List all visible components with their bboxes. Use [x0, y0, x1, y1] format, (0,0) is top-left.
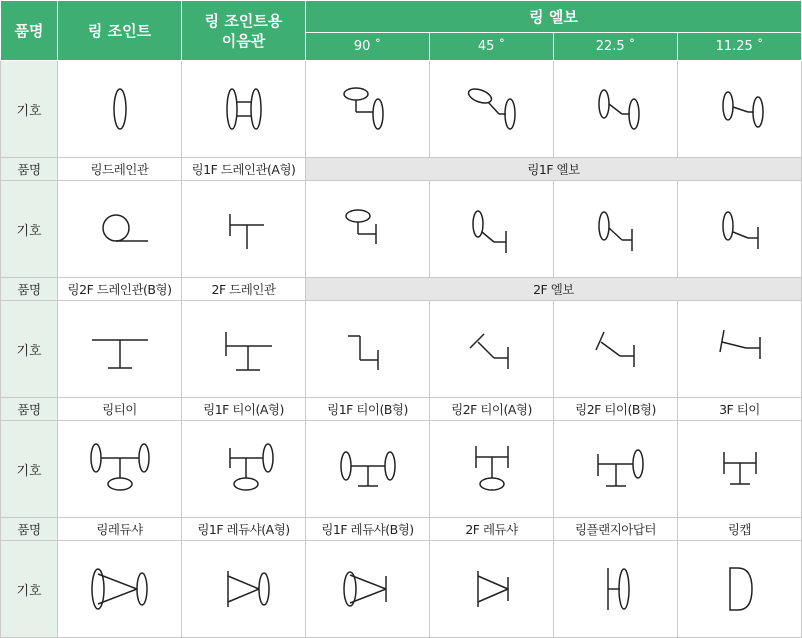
name-label: 품명 — [1, 278, 58, 301]
name-2f-drain-pipe: 2F 드레인관 — [182, 278, 306, 301]
symbol-2f-elbow-45 — [430, 301, 554, 398]
symbol-ring-elbow-22-5 — [554, 61, 678, 158]
symbol-3f-tee — [678, 421, 802, 518]
header-name-cell: 품명 — [1, 1, 58, 61]
symbol-ring-1f-tee-b — [306, 421, 430, 518]
header-ring-elbow: 링 엘보 — [306, 1, 802, 33]
symbol-ring-1f-elbow-45 — [430, 181, 554, 278]
symbol-ring-elbow-90 — [306, 61, 430, 158]
symbol-ring-tee — [58, 421, 182, 518]
symbol-ring-reducer — [58, 541, 182, 638]
name-ring-cap: 링캡 — [678, 518, 802, 541]
symbol-ring-joint — [58, 61, 182, 158]
symbol-ring-2f-tee-b — [554, 421, 678, 518]
symbol-ring-flange-adapter — [554, 541, 678, 638]
name-ring-1f-reducer-a: 링1F 레듀샤(A형) — [182, 518, 306, 541]
symbol-ring-1f-reducer-a — [182, 541, 306, 638]
name-ring-1f-tee-a: 링1F 티이(A형) — [182, 398, 306, 421]
symbol-ring-1f-drain-pipe-a — [182, 181, 306, 278]
symbol-2f-elbow-90 — [306, 301, 430, 398]
symbol-label: 기호 — [1, 421, 58, 518]
header-angle-45: 45 ˚ — [430, 33, 554, 61]
symbol-label: 기호 — [1, 181, 58, 278]
name-ring-flange-adapter: 링플랜지아답터 — [554, 518, 678, 541]
name-label: 품명 — [1, 398, 58, 421]
symbol-ring-joint-pipe — [182, 61, 306, 158]
symbol-ring-1f-elbow-22-5 — [554, 181, 678, 278]
name-ring-2f-tee-a: 링2F 티이(A형) — [430, 398, 554, 421]
name-label: 품명 — [1, 158, 58, 181]
name-ring-drain-pipe: 링드레인관 — [58, 158, 182, 181]
symbol-2f-drain-pipe — [182, 301, 306, 398]
header-ring-joint-pipe — [182, 1, 306, 61]
name-ring-1f-drain-pipe-a: 링1F 드레인관(A형) — [182, 158, 306, 181]
name-ring-2f-drain-pipe-b: 링2F 드레인관(B형) — [58, 278, 182, 301]
symbol-ring-2f-drain-pipe-b — [58, 301, 182, 398]
symbol-label: 기호 — [1, 541, 58, 638]
symbol-ring-2f-tee-a — [430, 421, 554, 518]
header-ring-joint: 링 조인트 — [58, 1, 182, 61]
name-ring-tee: 링티이 — [58, 398, 182, 421]
name-ring-reducer: 링레듀샤 — [58, 518, 182, 541]
name-2f-reducer: 2F 레듀샤 — [430, 518, 554, 541]
symbol-ring-1f-elbow-11-25 — [678, 181, 802, 278]
symbol-ring-1f-tee-a — [182, 421, 306, 518]
header-ring-joint-pipe-line2: 이음관 — [221, 31, 266, 50]
header-angle-90: 90 ˚ — [306, 33, 430, 61]
header-angle-22-5: 22.5 ˚ — [554, 33, 678, 61]
symbol-label: 기호 — [1, 61, 58, 158]
name-ring-1f-elbow: 링1F 엘보 — [306, 158, 802, 181]
name-label: 품명 — [1, 518, 58, 541]
symbol-ring-drain-pipe — [58, 181, 182, 278]
header-ring-joint-pipe-line1: 링 조인트용 — [204, 11, 283, 30]
symbol-label: 기호 — [1, 301, 58, 398]
name-2f-elbow: 2F 엘보 — [306, 278, 802, 301]
name-ring-1f-tee-b: 링1F 티이(B형) — [306, 398, 430, 421]
symbol-ring-elbow-11-25 — [678, 61, 802, 158]
symbol-ring-cap — [678, 541, 802, 638]
symbol-2f-elbow-11-25 — [678, 301, 802, 398]
symbol-ring-elbow-45 — [430, 61, 554, 158]
name-ring-1f-reducer-b: 링1F 레듀샤(B형) — [306, 518, 430, 541]
symbol-ring-1f-reducer-b — [306, 541, 430, 638]
header-angle-11-25: 11.25 ˚ — [678, 33, 802, 61]
name-ring-2f-tee-b: 링2F 티이(B형) — [554, 398, 678, 421]
symbol-ring-1f-elbow-90 — [306, 181, 430, 278]
symbol-2f-reducer — [430, 541, 554, 638]
name-3f-tee: 3F 티이 — [678, 398, 802, 421]
symbol-2f-elbow-22-5 — [554, 301, 678, 398]
